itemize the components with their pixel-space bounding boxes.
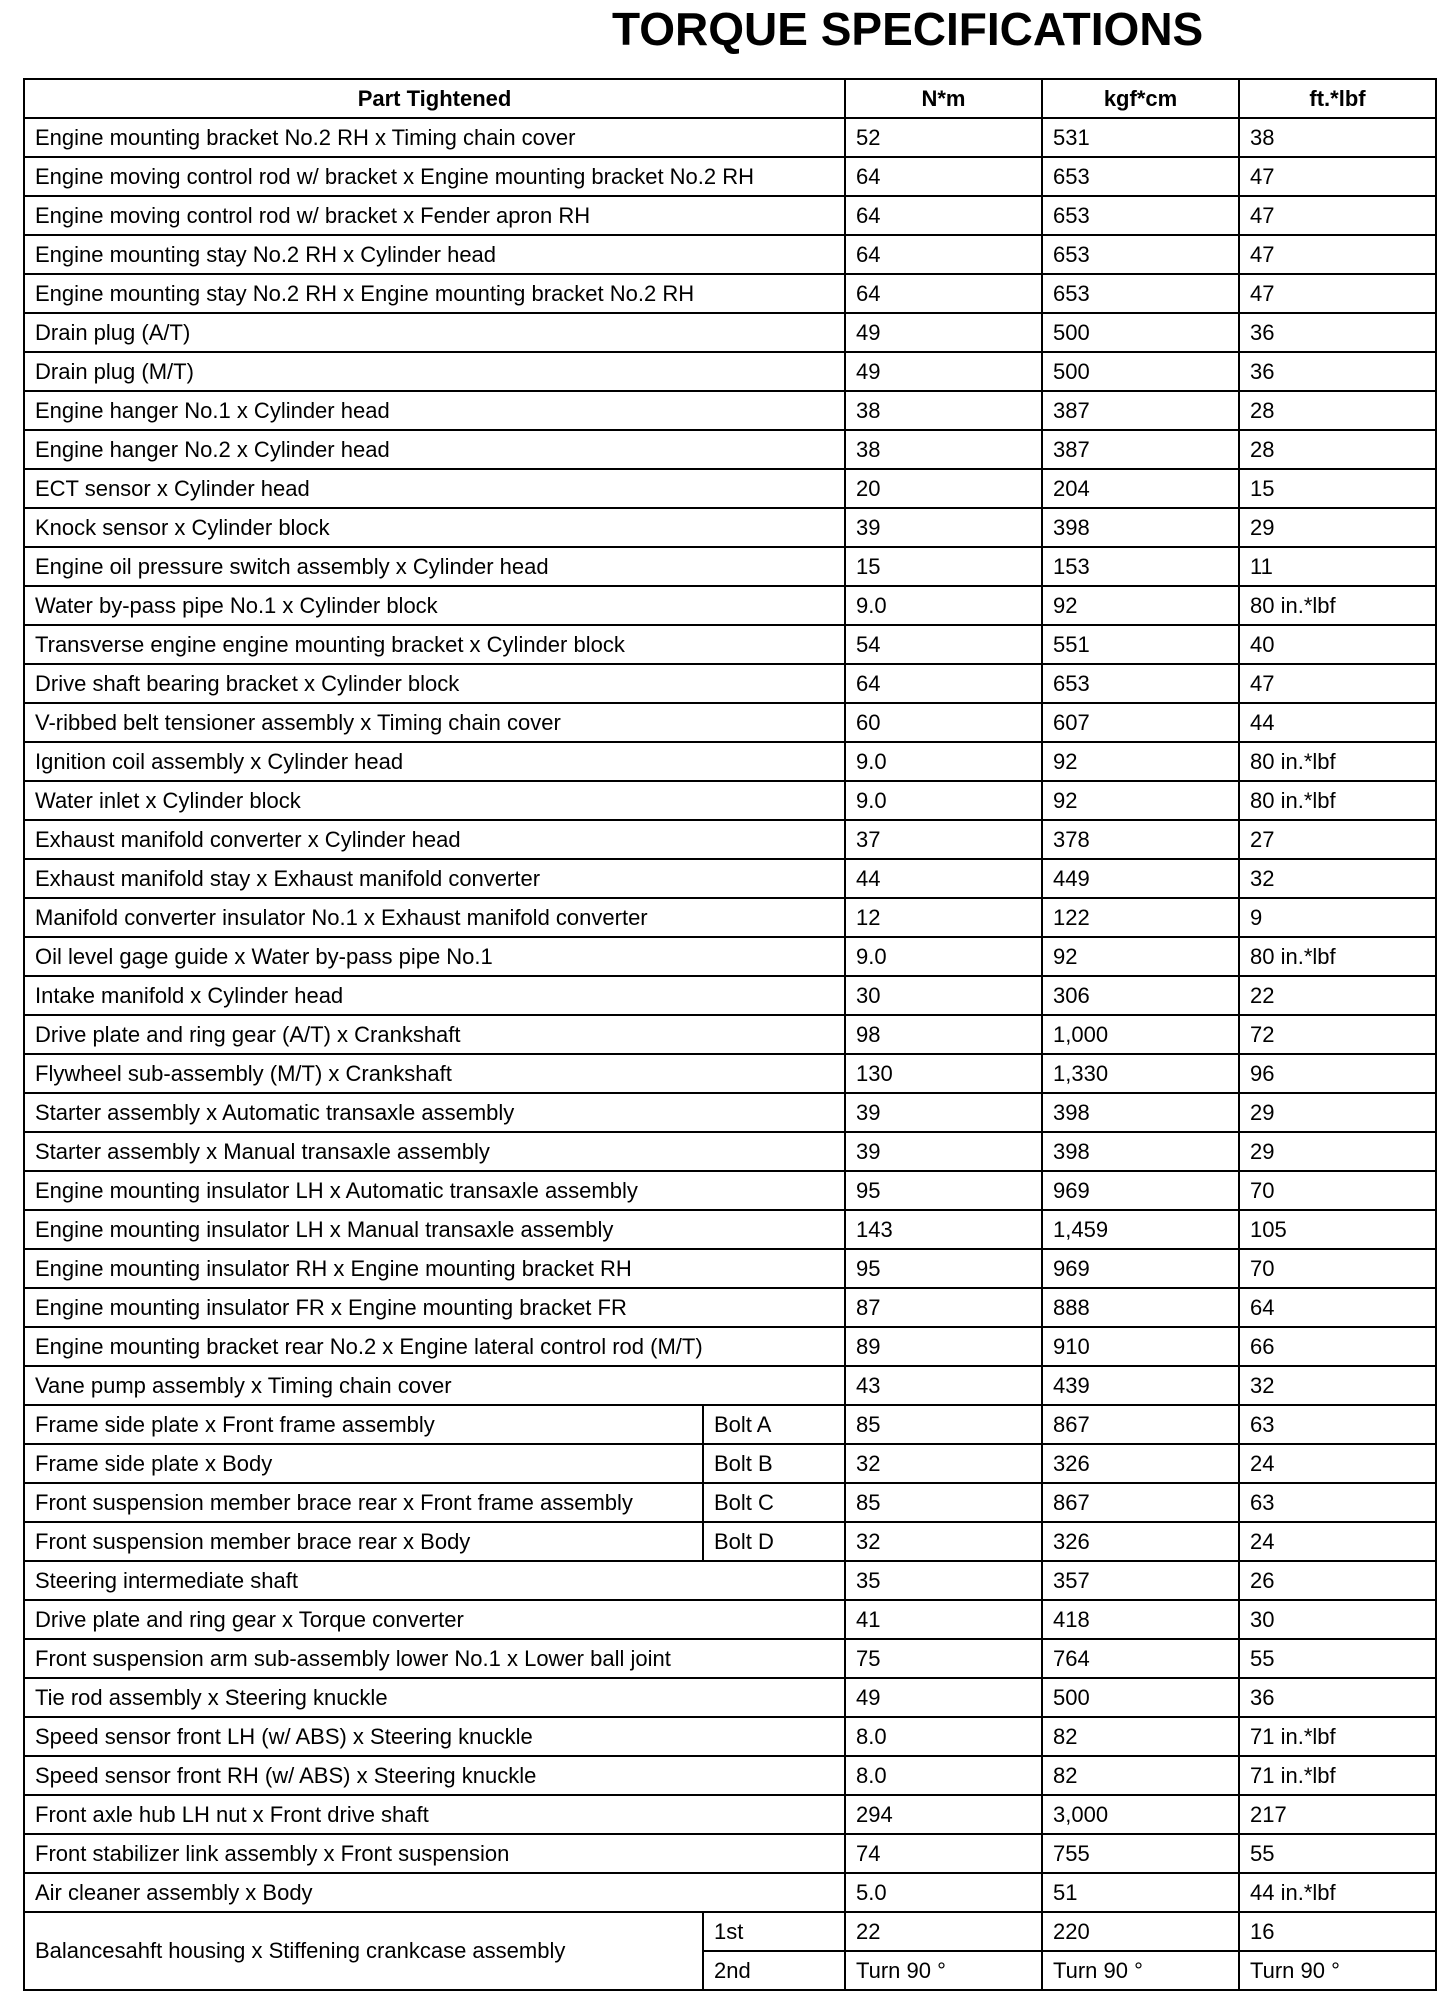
kgf-cell: 387: [1042, 391, 1239, 430]
table-row: [24, 196, 1436, 235]
part-cell: Vane pump assembly x Timing chain cover: [24, 1366, 845, 1405]
table-row: [24, 1015, 1436, 1054]
nm-cell: 98: [845, 1015, 1042, 1054]
nm-cell: 12: [845, 898, 1042, 937]
kgf-cell: 220: [1042, 1912, 1239, 1951]
table-row: [24, 742, 1436, 781]
nm-cell: 64: [845, 274, 1042, 313]
kgf-cell: 92: [1042, 586, 1239, 625]
part-cell: Front stabilizer link assembly x Front suspension: [24, 1834, 845, 1873]
ft-cell: 70: [1239, 1249, 1436, 1288]
table-row: [24, 1444, 1436, 1483]
part-cell: Engine mounting stay No.2 RH x Cylinder head: [24, 235, 845, 274]
nm-cell: 15: [845, 547, 1042, 586]
nm-cell: 64: [845, 664, 1042, 703]
part-cell: Engine oil pressure switch assembly x Cylinder head: [24, 547, 845, 586]
nm-cell: 60: [845, 703, 1042, 742]
kgf-cell: 653: [1042, 157, 1239, 196]
part-cell: Drain plug (A/T): [24, 313, 845, 352]
ft-cell: 71 in.*lbf: [1239, 1717, 1436, 1756]
nm-cell: 32: [845, 1522, 1042, 1561]
kgf-cell: 357: [1042, 1561, 1239, 1600]
kgf-cell: 910: [1042, 1327, 1239, 1366]
kgf-cell: 398: [1042, 1132, 1239, 1171]
part-cell: Front axle hub LH nut x Front drive shaft: [24, 1795, 845, 1834]
ft-cell: 63: [1239, 1405, 1436, 1444]
kgf-cell: 326: [1042, 1444, 1239, 1483]
kgf-cell: 92: [1042, 742, 1239, 781]
nm-cell: 39: [845, 508, 1042, 547]
ft-cell: 80 in.*lbf: [1239, 586, 1436, 625]
kgf-cell: 439: [1042, 1366, 1239, 1405]
nm-cell: 95: [845, 1171, 1042, 1210]
ft-cell: 105: [1239, 1210, 1436, 1249]
ft-cell: 36: [1239, 1678, 1436, 1717]
nm-cell: 294: [845, 1795, 1042, 1834]
ft-cell: 32: [1239, 859, 1436, 898]
ft-cell: 36: [1239, 352, 1436, 391]
nm-cell: 8.0: [845, 1756, 1042, 1795]
part-cell: Engine moving control rod w/ bracket x Engine mounting bracket No.2 RH: [24, 157, 845, 196]
ft-cell: 36: [1239, 313, 1436, 352]
table-row: [24, 1093, 1436, 1132]
ft-cell: 11: [1239, 547, 1436, 586]
table-row: [24, 625, 1436, 664]
kgf-cell: 867: [1042, 1483, 1239, 1522]
kgf-cell: 306: [1042, 976, 1239, 1015]
part-cell: Air cleaner assembly x Body: [24, 1873, 845, 1912]
kgf-cell: 500: [1042, 313, 1239, 352]
nm-cell: 9.0: [845, 781, 1042, 820]
ft-cell: 30: [1239, 1600, 1436, 1639]
part-cell: Front suspension arm sub-assembly lower No.1 x Lower ball joint: [24, 1639, 845, 1678]
ft-cell: 96: [1239, 1054, 1436, 1093]
kgf-cell: 607: [1042, 703, 1239, 742]
nm-cell: 43: [845, 1366, 1042, 1405]
part-cell: Water by-pass pipe No.1 x Cylinder block: [24, 586, 845, 625]
part-cell: Engine moving control rod w/ bracket x Fender apron RH: [24, 196, 845, 235]
bolt-cell: Bolt D: [703, 1522, 845, 1561]
table-row: [24, 352, 1436, 391]
nm-cell: 85: [845, 1405, 1042, 1444]
part-cell: Drive plate and ring gear x Torque converter: [24, 1600, 845, 1639]
ft-cell: 32: [1239, 1366, 1436, 1405]
table-row: [24, 1912, 1436, 1951]
table-row: [24, 898, 1436, 937]
part-cell: Intake manifold x Cylinder head: [24, 976, 845, 1015]
table-row: [24, 313, 1436, 352]
kgf-cell: 1,000: [1042, 1015, 1239, 1054]
nm-cell: 49: [845, 352, 1042, 391]
part-cell: Engine hanger No.2 x Cylinder head: [24, 430, 845, 469]
ft-cell: 28: [1239, 430, 1436, 469]
ft-cell: 47: [1239, 664, 1436, 703]
nm-cell: 22: [845, 1912, 1042, 1951]
part-cell: Exhaust manifold stay x Exhaust manifold converter: [24, 859, 845, 898]
kgf-cell: 764: [1042, 1639, 1239, 1678]
nm-cell: 52: [845, 118, 1042, 157]
nm-cell: 75: [845, 1639, 1042, 1678]
table-row: [24, 1522, 1436, 1561]
part-cell: Frame side plate x Front frame assembly: [24, 1405, 703, 1444]
ft-cell: 9: [1239, 898, 1436, 937]
ft-cell: Turn 90 °: [1239, 1951, 1436, 1990]
torque-table: [23, 78, 1437, 1991]
nm-cell: 20: [845, 469, 1042, 508]
kgf-cell: 969: [1042, 1249, 1239, 1288]
nm-cell: 143: [845, 1210, 1042, 1249]
part-cell: Front suspension member brace rear x Body: [24, 1522, 703, 1561]
nm-cell: 39: [845, 1093, 1042, 1132]
ft-cell: 24: [1239, 1522, 1436, 1561]
table-row: [24, 1600, 1436, 1639]
kgf-cell: 500: [1042, 1678, 1239, 1717]
table-row: [24, 1873, 1436, 1912]
part-cell: Oil level gage guide x Water by-pass pipe No.1: [24, 937, 845, 976]
nm-cell: 49: [845, 313, 1042, 352]
table-row: [24, 430, 1436, 469]
table-row: [24, 664, 1436, 703]
kgf-cell: 3,000: [1042, 1795, 1239, 1834]
nm-cell: 64: [845, 235, 1042, 274]
part-cell: Ignition coil assembly x Cylinder head: [24, 742, 845, 781]
ft-cell: 29: [1239, 1093, 1436, 1132]
table-row: [24, 1756, 1436, 1795]
ft-cell: 217: [1239, 1795, 1436, 1834]
header-nm: N*m: [845, 79, 1042, 118]
kgf-cell: 969: [1042, 1171, 1239, 1210]
table-row: [24, 937, 1436, 976]
table-row: [24, 781, 1436, 820]
kgf-cell: 531: [1042, 118, 1239, 157]
ft-cell: 27: [1239, 820, 1436, 859]
ft-cell: 47: [1239, 196, 1436, 235]
kgf-cell: 449: [1042, 859, 1239, 898]
ft-cell: 22: [1239, 976, 1436, 1015]
table-body: [24, 118, 1436, 1990]
part-cell: Engine mounting stay No.2 RH x Engine mounting bracket No.2 RH: [24, 274, 845, 313]
table-row: [24, 1405, 1436, 1444]
table-row: [24, 1561, 1436, 1600]
kgf-cell: Turn 90 °: [1042, 1951, 1239, 1990]
part-cell: Steering intermediate shaft: [24, 1561, 845, 1600]
kgf-cell: 867: [1042, 1405, 1239, 1444]
table-row: [24, 1249, 1436, 1288]
table-row: [24, 1639, 1436, 1678]
ft-cell: 15: [1239, 469, 1436, 508]
table-row: [24, 859, 1436, 898]
part-cell: Manifold converter insulator No.1 x Exhaust manifold converter: [24, 898, 845, 937]
kgf-cell: 398: [1042, 1093, 1239, 1132]
kgf-cell: 418: [1042, 1600, 1239, 1639]
part-cell: Transverse engine engine mounting bracket x Cylinder block: [24, 625, 845, 664]
bolt-cell: Bolt C: [703, 1483, 845, 1522]
nm-cell: Turn 90 °: [845, 1951, 1042, 1990]
part-cell: Engine hanger No.1 x Cylinder head: [24, 391, 845, 430]
kgf-cell: 51: [1042, 1873, 1239, 1912]
nm-cell: 89: [845, 1327, 1042, 1366]
nm-cell: 49: [845, 1678, 1042, 1717]
part-cell: ECT sensor x Cylinder head: [24, 469, 845, 508]
table-row: [24, 118, 1436, 157]
table-row: [24, 703, 1436, 742]
kgf-cell: 653: [1042, 235, 1239, 274]
part-cell: Drain plug (M/T): [24, 352, 845, 391]
nm-cell: 38: [845, 391, 1042, 430]
kgf-cell: 92: [1042, 937, 1239, 976]
nm-cell: 5.0: [845, 1873, 1042, 1912]
part-cell: Engine mounting bracket No.2 RH x Timing chain cover: [24, 118, 845, 157]
nm-cell: 64: [845, 157, 1042, 196]
ft-cell: 16: [1239, 1912, 1436, 1951]
table-row: [24, 1171, 1436, 1210]
table-row: [24, 1717, 1436, 1756]
ft-cell: 71 in.*lbf: [1239, 1756, 1436, 1795]
part-cell: Balancesahft housing x Stiffening crankcase assembly: [24, 1912, 703, 1990]
part-cell: Frame side plate x Body: [24, 1444, 703, 1483]
table-row: [24, 1366, 1436, 1405]
ft-cell: 29: [1239, 1132, 1436, 1171]
ft-cell: 80 in.*lbf: [1239, 781, 1436, 820]
table-row: [24, 508, 1436, 547]
table-row: [24, 274, 1436, 313]
ft-cell: 47: [1239, 235, 1436, 274]
kgf-cell: 378: [1042, 820, 1239, 859]
table-row: [24, 1795, 1436, 1834]
kgf-cell: 387: [1042, 430, 1239, 469]
ft-cell: 29: [1239, 508, 1436, 547]
nm-cell: 64: [845, 196, 1042, 235]
table-row: [24, 547, 1436, 586]
kgf-cell: 153: [1042, 547, 1239, 586]
ft-cell: 26: [1239, 1561, 1436, 1600]
table-row: [24, 1483, 1436, 1522]
ft-cell: 44: [1239, 703, 1436, 742]
nm-cell: 41: [845, 1600, 1042, 1639]
part-cell: Engine mounting insulator LH x Manual transaxle assembly: [24, 1210, 845, 1249]
table-header-row: [24, 79, 1436, 118]
table-row: [24, 1210, 1436, 1249]
ft-cell: 63: [1239, 1483, 1436, 1522]
ft-cell: 47: [1239, 157, 1436, 196]
part-cell: Starter assembly x Automatic transaxle assembly: [24, 1093, 845, 1132]
nm-cell: 37: [845, 820, 1042, 859]
table-row: [24, 235, 1436, 274]
kgf-cell: 398: [1042, 508, 1239, 547]
nm-cell: 35: [845, 1561, 1042, 1600]
nm-cell: 87: [845, 1288, 1042, 1327]
kgf-cell: 326: [1042, 1522, 1239, 1561]
table-row: [24, 820, 1436, 859]
ft-cell: 80 in.*lbf: [1239, 742, 1436, 781]
ft-cell: 70: [1239, 1171, 1436, 1210]
part-cell: Engine mounting insulator LH x Automatic transaxle assembly: [24, 1171, 845, 1210]
ft-cell: 24: [1239, 1444, 1436, 1483]
table-row: [24, 391, 1436, 430]
ft-cell: 47: [1239, 274, 1436, 313]
part-cell: Water inlet x Cylinder block: [24, 781, 845, 820]
ft-cell: 38: [1239, 118, 1436, 157]
part-cell: Drive shaft bearing bracket x Cylinder block: [24, 664, 845, 703]
header-part-tightened: Part Tightened: [24, 79, 845, 118]
part-cell: Speed sensor front RH (w/ ABS) x Steering knuckle: [24, 1756, 845, 1795]
part-cell: Engine mounting insulator RH x Engine mounting bracket RH: [24, 1249, 845, 1288]
table-row: [24, 1054, 1436, 1093]
step-cell: 1st: [703, 1912, 845, 1951]
table-row: [24, 1834, 1436, 1873]
table-row: [24, 976, 1436, 1015]
part-cell: Tie rod assembly x Steering knuckle: [24, 1678, 845, 1717]
kgf-cell: 653: [1042, 196, 1239, 235]
ft-cell: 66: [1239, 1327, 1436, 1366]
kgf-cell: 653: [1042, 274, 1239, 313]
nm-cell: 130: [845, 1054, 1042, 1093]
ft-cell: 72: [1239, 1015, 1436, 1054]
part-cell: Drive plate and ring gear (A/T) x Crankshaft: [24, 1015, 845, 1054]
part-cell: Speed sensor front LH (w/ ABS) x Steering knuckle: [24, 1717, 845, 1756]
table-row: [24, 157, 1436, 196]
nm-cell: 95: [845, 1249, 1042, 1288]
nm-cell: 9.0: [845, 586, 1042, 625]
kgf-cell: 1,330: [1042, 1054, 1239, 1093]
nm-cell: 9.0: [845, 937, 1042, 976]
step-cell: 2nd: [703, 1951, 845, 1990]
ft-cell: 40: [1239, 625, 1436, 664]
table-row: [24, 1132, 1436, 1171]
kgf-cell: 653: [1042, 664, 1239, 703]
table-row: [24, 1327, 1436, 1366]
kgf-cell: 122: [1042, 898, 1239, 937]
part-cell: Flywheel sub-assembly (M/T) x Crankshaft: [24, 1054, 845, 1093]
nm-cell: 44: [845, 859, 1042, 898]
ft-cell: 28: [1239, 391, 1436, 430]
part-cell: V-ribbed belt tensioner assembly x Timing chain cover: [24, 703, 845, 742]
nm-cell: 85: [845, 1483, 1042, 1522]
table-row: [24, 1288, 1436, 1327]
ft-cell: 55: [1239, 1834, 1436, 1873]
header-ft-lbf: ft.*lbf: [1239, 79, 1436, 118]
ft-cell: 80 in.*lbf: [1239, 937, 1436, 976]
part-cell: Knock sensor x Cylinder block: [24, 508, 845, 547]
nm-cell: 38: [845, 430, 1042, 469]
kgf-cell: 500: [1042, 352, 1239, 391]
table-row: [24, 1678, 1436, 1717]
ft-cell: 64: [1239, 1288, 1436, 1327]
header-kgf-cm: kgf*cm: [1042, 79, 1239, 118]
kgf-cell: 551: [1042, 625, 1239, 664]
part-cell: Engine mounting bracket rear No.2 x Engine lateral control rod (M/T): [24, 1327, 845, 1366]
kgf-cell: 82: [1042, 1717, 1239, 1756]
kgf-cell: 755: [1042, 1834, 1239, 1873]
nm-cell: 39: [845, 1132, 1042, 1171]
ft-cell: 44 in.*lbf: [1239, 1873, 1436, 1912]
kgf-cell: 92: [1042, 781, 1239, 820]
nm-cell: 8.0: [845, 1717, 1042, 1756]
kgf-cell: 888: [1042, 1288, 1239, 1327]
part-cell: Front suspension member brace rear x Front frame assembly: [24, 1483, 703, 1522]
nm-cell: 54: [845, 625, 1042, 664]
table-row: [24, 469, 1436, 508]
nm-cell: 32: [845, 1444, 1042, 1483]
ft-cell: 55: [1239, 1639, 1436, 1678]
part-cell: Engine mounting insulator FR x Engine mounting bracket FR: [24, 1288, 845, 1327]
kgf-cell: 82: [1042, 1756, 1239, 1795]
nm-cell: 9.0: [845, 742, 1042, 781]
nm-cell: 30: [845, 976, 1042, 1015]
bolt-cell: Bolt A: [703, 1405, 845, 1444]
bolt-cell: Bolt B: [703, 1444, 845, 1483]
part-cell: Exhaust manifold converter x Cylinder head: [24, 820, 845, 859]
table-row: [24, 586, 1436, 625]
kgf-cell: 1,459: [1042, 1210, 1239, 1249]
page-title: TORQUE SPECIFICATIONS: [612, 3, 1204, 55]
nm-cell: 74: [845, 1834, 1042, 1873]
kgf-cell: 204: [1042, 469, 1239, 508]
part-cell: Starter assembly x Manual transaxle assembly: [24, 1132, 845, 1171]
